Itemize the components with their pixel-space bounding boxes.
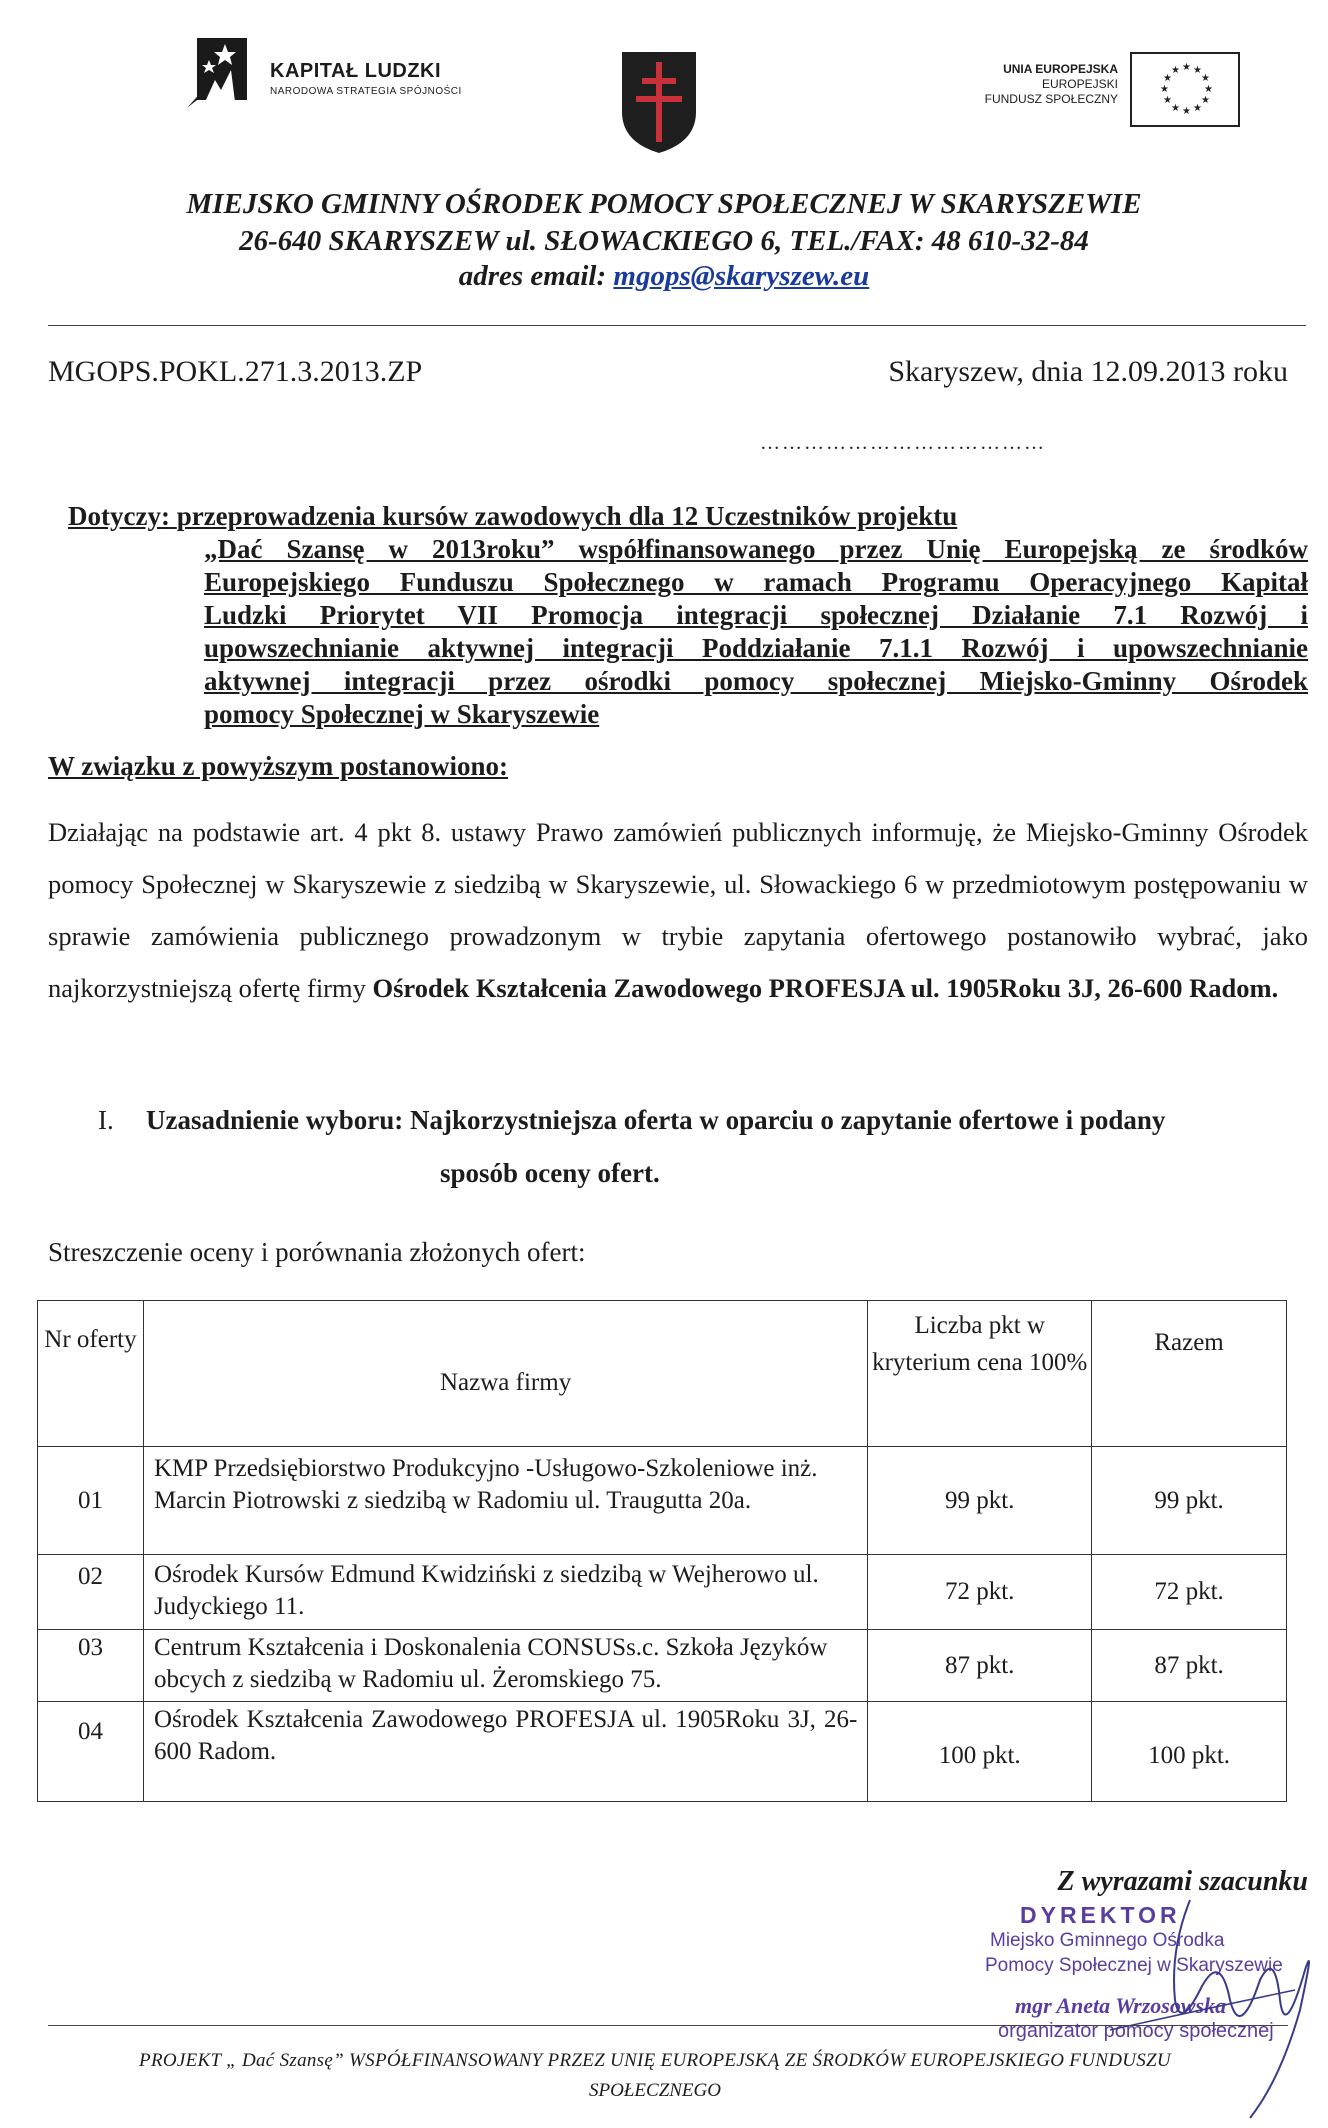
row-razem: 99 pkt. bbox=[1092, 1447, 1287, 1555]
kapital-ludzki-logo bbox=[185, 30, 505, 115]
table-row bbox=[38, 1555, 1287, 1630]
svg-text:★: ★ bbox=[1171, 103, 1180, 114]
svg-text:★: ★ bbox=[1171, 65, 1180, 76]
dotted-line: ………………………………… bbox=[760, 432, 1046, 454]
section-title: Uzasadnienie wyboru: Najkorzystniejsza oferta w oparciu o zapytanie ofertowe i podany bbox=[146, 1105, 1166, 1135]
svg-text:★: ★ bbox=[1204, 84, 1213, 95]
svg-text:★: ★ bbox=[1163, 73, 1172, 84]
subject-line-first bbox=[68, 500, 1308, 533]
row-name: Ośrodek Kształcenia Zawodowego PROFESJA ul. 1905Roku 3J, 26-600 Radom. bbox=[143, 1702, 867, 1802]
reference-number: MGOPS.POKL.271.3.2013.ZP bbox=[48, 355, 423, 388]
decision-heading: W związku z powyższym postanowiono: bbox=[48, 751, 509, 781]
svg-text:★: ★ bbox=[1201, 95, 1210, 106]
row-name: Centrum Kształcenia i Doskonalenia CONSUSs.c. Szkoła Języków obcych z siedzibą w Radomiu ul. Żeromskiego 75. bbox=[143, 1630, 867, 1702]
org-address: 26-640 SKARYSZEW ul. SŁOWACKIEGO 6, TEL./FAX: 48 610-32-84 bbox=[239, 225, 1089, 257]
row-name: Ośrodek Kursów Edmund Kwidziński z siedzibą w Wejherowo ul. Judyckiego 11. bbox=[143, 1555, 867, 1630]
row-razem: 100 pkt. bbox=[1092, 1702, 1287, 1802]
footer-divider bbox=[48, 2025, 1288, 2026]
section-number: I. bbox=[98, 1105, 114, 1135]
svg-text:★: ★ bbox=[1182, 62, 1191, 73]
body-text: Działając na podstawie art. 4 pkt 8. ustawy Prawo zamówień publicznych informuję, że Miejsko-Gminny Ośrodek pomocy Społecznej w Skaryszewie z siedzibą w Skaryszewie, ul. Słowackiego 6 w przedmiotowym postępowaniu w sprawie zamówienia publicznego prowadzonym w trybie zapytania ofertowego postanowiło wybrać, jako najkorzystniejszą ofertę firmy bbox=[48, 817, 1308, 1003]
stamp-line-1: Miejsko Gminnego Ośrodka bbox=[990, 1930, 1225, 1951]
org-name: MIEJSKO GMINNY OŚRODEK POMOCY SPOŁECZNEJ W SKARYSZEWIE bbox=[186, 188, 1142, 220]
row-name: KMP Przedsiębiorstwo Produkcyjno -Usługowo-Szkoleniowe inż. Marcin Piotrowski z siedzibą w Radomiu ul. Traugutta 20a. bbox=[143, 1447, 867, 1555]
header-divider bbox=[48, 325, 1306, 326]
svg-text:★: ★ bbox=[1182, 106, 1191, 117]
stamp-name: mgr Aneta Wrzosowska bbox=[1015, 1993, 1227, 2018]
email-label: adres email: bbox=[458, 260, 607, 292]
summary-heading: Streszczenie oceny i porównania złożonych ofert: bbox=[48, 1237, 586, 1267]
winner-firm: Ośrodek Kształcenia Zawodowego PROFESJA ul. 1905Roku 3J, 26-600 Radom. bbox=[372, 973, 1279, 1003]
row-pkt: 87 pkt. bbox=[868, 1630, 1092, 1702]
subject-text-0: przeprowadzenia kursów zawodowych dla 12 Uczestników projektu bbox=[176, 501, 958, 531]
row-nr: 03 bbox=[38, 1630, 144, 1702]
kapital-ludzki-subtitle: NARODOWA STRATEGIA SPÓJNOŚCI bbox=[270, 86, 462, 97]
header-pkt: Liczba pkt w kryterium cena 100% bbox=[868, 1301, 1092, 1447]
subject-block bbox=[68, 500, 1308, 533]
subject-text-2: Europejskiego Funduszu Społecznego w ramach Programu Operacyjnego Kapitał bbox=[204, 567, 1308, 597]
row-nr: 04 bbox=[38, 1702, 144, 1802]
header-nr: Nr oferty bbox=[38, 1301, 144, 1447]
subject-text-5: aktywnej integracji przez ośrodki pomocy społecznej Miejsko-Gminny Ośrodek bbox=[204, 666, 1308, 696]
subject-text-1: „Dać Szansę w 2013roku” współfinansowanego przez Unię Europejską ze środków bbox=[204, 534, 1308, 564]
subject-text-3: Ludzki Priorytet VII Promocja integracji społecznej Działanie 7.1 Rozwój i bbox=[204, 600, 1308, 630]
document-date: Skaryszew, dnia 12.09.2013 roku bbox=[888, 355, 1288, 388]
svg-text:★: ★ bbox=[1201, 73, 1210, 84]
row-razem: 72 pkt. bbox=[1092, 1555, 1287, 1630]
eu-line-3: FUNDUSZ SPOŁECZNY bbox=[984, 92, 1118, 106]
table-row bbox=[38, 1702, 1287, 1802]
row-pkt: 99 pkt. bbox=[868, 1447, 1092, 1555]
subject-continuation bbox=[204, 533, 1308, 731]
coat-of-arms-icon bbox=[620, 50, 698, 155]
row-nr: 01 bbox=[38, 1447, 144, 1555]
svg-text:★: ★ bbox=[1163, 95, 1172, 106]
svg-text:★: ★ bbox=[1193, 65, 1202, 76]
stamp-line-2: Pomocy Społecznej w Skaryszewie bbox=[985, 1955, 1283, 1976]
row-pkt: 72 pkt. bbox=[868, 1555, 1092, 1630]
header-razem: Razem bbox=[1092, 1301, 1287, 1447]
kapital-ludzki-emblem-icon bbox=[185, 30, 260, 115]
svg-text:★: ★ bbox=[1160, 84, 1169, 95]
eu-line-1: UNIA EUROPEJSKA bbox=[1003, 62, 1118, 76]
table-row bbox=[38, 1630, 1287, 1702]
closing-regards: Z wyrazami szacunku bbox=[1057, 1866, 1308, 1897]
org-email-line bbox=[0, 260, 1328, 293]
offers-table bbox=[37, 1300, 1287, 1802]
eu-fund-text bbox=[985, 62, 1118, 107]
subject-text-6: pomocy Społecznej w Skaryszewie bbox=[204, 699, 600, 729]
table-header-row bbox=[38, 1301, 1287, 1447]
body-paragraph bbox=[48, 806, 1308, 1014]
stamp-role: organizator pomocy społecznej bbox=[998, 2020, 1274, 2042]
row-razem: 87 pkt. bbox=[1092, 1630, 1287, 1702]
stamp-title: DYREKTOR bbox=[1020, 1902, 1181, 1928]
footer-line-1: PROJEKT „ Dać Szansę” WSPÓŁFINANSOWANY PRZEZ UNIĘ EUROPEJSKĄ ZE ŚRODKÓW EUROPEJSKIEGO FUNDUSZU bbox=[139, 2050, 1171, 2071]
eu-line-2: EUROPEJSKI bbox=[1041, 77, 1118, 91]
table-row bbox=[38, 1447, 1287, 1555]
svg-text:★: ★ bbox=[1193, 103, 1202, 114]
footer-line-2: SPOŁECZNEGO bbox=[589, 2080, 721, 2101]
header-name: Nazwa firmy bbox=[143, 1301, 867, 1447]
section-title-cont: sposób oceny ofert. bbox=[440, 1158, 660, 1188]
email-link[interactable]: mgops@skaryszew.eu bbox=[613, 260, 870, 292]
kapital-ludzki-title: KAPITAŁ LUDZKI bbox=[270, 60, 442, 82]
eu-flag-icon bbox=[1130, 52, 1240, 127]
subject-text-4: upowszechnianie aktywnej integracji Poddziałanie 7.1.1 Rozwój i upowszechnianie bbox=[204, 633, 1308, 663]
subject-label: Dotyczy: bbox=[68, 501, 170, 531]
row-pkt: 100 pkt. bbox=[868, 1702, 1092, 1802]
row-nr: 02 bbox=[38, 1555, 144, 1630]
